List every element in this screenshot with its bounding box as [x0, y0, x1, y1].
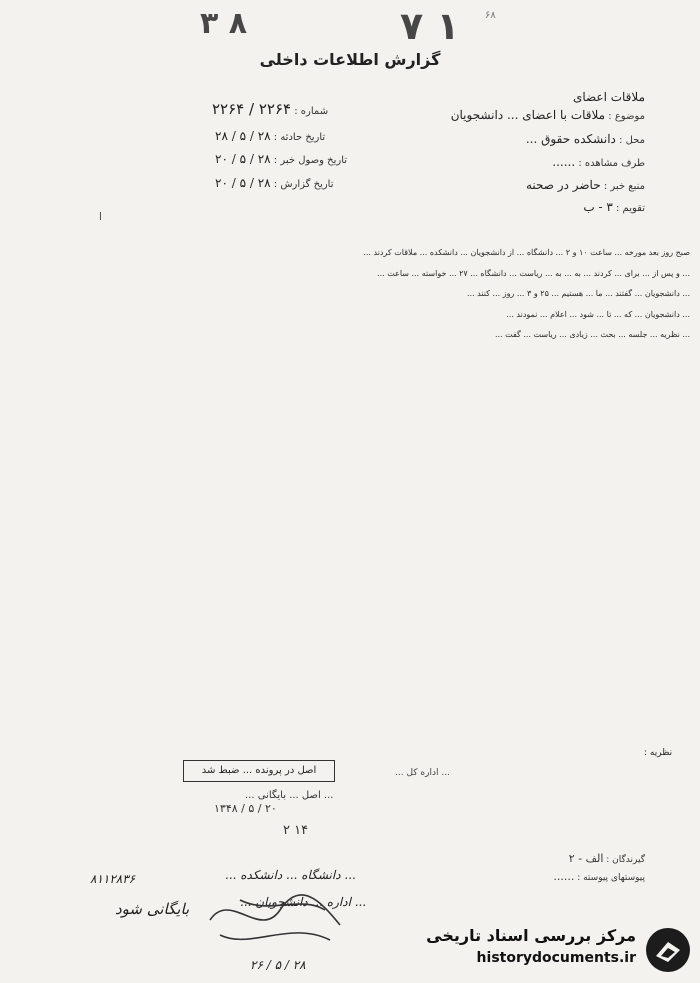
report-body — [42, 243, 690, 346]
signature-date: ۱۳۴۸ / ۵ / ۲۰ — [214, 802, 277, 815]
report-date-field: تاریخ گزارش : ۲۸ / ۵ / ۲۰ — [215, 176, 334, 190]
handwritten-number: ۸۱۱۲۸۳۶ — [90, 872, 136, 886]
event-date-field: تاریخ حادثه : ۲۸ / ۵ / ۲۸ — [215, 129, 326, 143]
handwritten-note-1: ... دانشگاه ... دانشکده ... — [225, 868, 356, 882]
handwritten-signature: بایگانی شود — [115, 900, 190, 918]
body-paragraph: ... نظریه ... جلسه ... بحث ... زیادی ... ریاست ... گفت ... — [494, 330, 690, 340]
receivers-field: گیرندگان : الف - ۲ — [568, 852, 645, 865]
signature-line-1: ... اداره کل ... — [395, 768, 450, 778]
document-title: گزارش اطلاعات داخلی — [259, 50, 441, 69]
body-paragraph: صبح روز بعد مورخه ... ساعت ۱۰ و ۲ ... دانشگاه ... از دانشجویان ... دانشکده ... ملاقات کردند ... — [363, 248, 690, 257]
handwritten-date: ۲۸ / ۵ / ۲۶ — [250, 958, 306, 972]
annex-field: پیوستهای پیوسته : ...... — [553, 870, 645, 883]
source-field: منبع خبر : حاضر در صحنه — [525, 178, 645, 192]
signature-line-2: ... اصل ... بایگانی ... — [245, 790, 334, 801]
stamp-top-left: ۳ ۸ — [200, 6, 248, 41]
archive-logo — [420, 920, 698, 980]
signature-mark: ۲ ۱۴ — [283, 823, 309, 838]
place-field: محل : دانشکده حقوق ... — [525, 132, 645, 146]
stamp-top-right-small: ۶۸ — [485, 10, 496, 21]
subject-field: موضوع : ملاقات با اعضای ... دانشجویان — [450, 108, 645, 122]
evaluation-field: تقویم : ۳ - ب — [583, 200, 645, 214]
observer-field: طرف مشاهده : ...... — [552, 155, 645, 169]
handwritten-note-2: ... اداره ... دانشجویان ... — [240, 895, 367, 909]
stamp-top-right: ۷ ۱ — [400, 4, 460, 48]
signature-scribble — [200, 880, 350, 960]
subject-annotation: ملاقات اعضای — [572, 90, 645, 104]
body-paragraph: ... دانشجویان ... گفتند ... ما ... هستیم ... ۲۵ و ۳ ... روز ... کنند ... — [466, 289, 690, 299]
boxed-stamp: اصل در پرونده ... ضبط شد — [183, 760, 335, 782]
number-field: شماره : ۲۲۶۴ / ۲۲۶۴ — [212, 100, 329, 118]
body-paragraph: ... و پس از ... برای ... کردند ... به ... به ... ریاست ... دانشگاه ... ۲۷ ... خواسته ... ساعت ... — [377, 268, 690, 278]
body-paragraph: ... دانشجویان ... که ... تا ... شود ... اعلام ... نمودند ... — [506, 309, 690, 319]
separator-mark — [100, 212, 104, 220]
receipt-date-field: تاریخ وصول خبر : ۲۸ / ۵ / ۲۰ — [215, 152, 348, 166]
nazariye-label: نظریه : — [644, 748, 673, 758]
logo-text-url: historydocuments.ir — [476, 950, 636, 966]
book-icon — [644, 926, 692, 974]
logo-text-fa: مرکز بررسی اسناد تاریخی — [426, 926, 636, 945]
